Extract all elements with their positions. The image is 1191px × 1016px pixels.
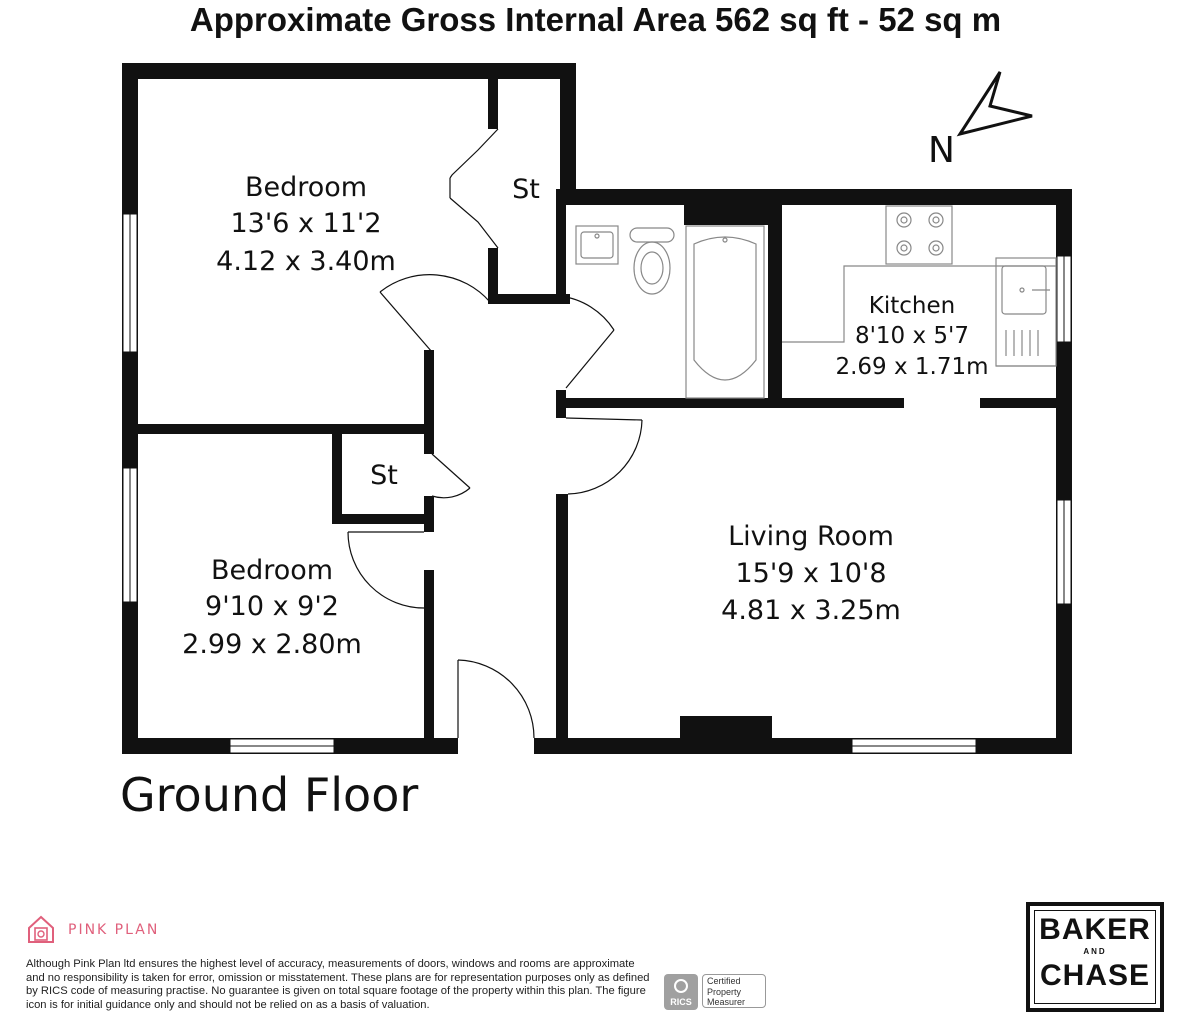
bedroom2-metric: 2.99 x 2.80m: [182, 629, 362, 660]
bedroom1-metric: 4.12 x 3.40m: [216, 246, 396, 277]
store2-name: St: [370, 460, 398, 491]
store1-name: St: [512, 174, 540, 205]
agent-logo-and: AND: [1083, 947, 1107, 956]
rics-text-line: Measurer: [707, 997, 746, 1007]
living-imperial: 15'9 x 10'8: [735, 558, 887, 589]
compass-label: N: [928, 130, 955, 171]
rics-text-line: Property: [707, 986, 742, 997]
pink-plan-brand: PINK PLAN: [68, 922, 160, 938]
bedroom2-imperial: 9'10 x 9'2: [205, 591, 339, 622]
disclaimer-text: Although Pink Plan ltd ensures the highest level of accuracy, measurements of doors, windows and rooms are approximate and no responsibility is taken for error, omission or misstatement. These plans are for representation purposes only as defined by RICS code of measuring practise. No guarantee is given on total square footage of the property within this plan. The figure icon is for initial guidance only and should not be relied on as a basis of valuation.: [26, 958, 650, 1011]
rics-text-line: Certified: [707, 976, 741, 986]
kitchen-metric: 2.69 x 1.71m: [835, 354, 989, 380]
agent-logo: [1026, 902, 1164, 1012]
kitchen-imperial: 8'10 x 5'7: [854, 323, 970, 349]
living-name: Living Room: [728, 521, 894, 552]
living-metric: 4.81 x 3.25m: [721, 595, 901, 626]
bedroom1-imperial: 13'6 x 11'2: [230, 208, 382, 239]
agent-logo-top: BAKER: [1039, 913, 1151, 946]
pink-plan-logo-icon: [26, 914, 56, 944]
area-title: Approximate Gross Internal Area 562 sq ft - 52 sq m: [189, 1, 1002, 38]
bedroom2-name: Bedroom: [210, 555, 334, 586]
north-arrow-icon: [960, 72, 1032, 134]
bedroom1-name: Bedroom: [244, 172, 368, 203]
rics-text: [702, 974, 766, 1008]
rics-certification: [664, 974, 768, 1010]
rics-badge-label: RICS: [670, 997, 692, 1007]
rics-badge-icon: [664, 974, 698, 1010]
bathroom-fixtures: [576, 226, 764, 398]
agent-logo-bottom: CHASE: [1039, 959, 1150, 992]
kitchen-name: Kitchen: [868, 293, 956, 319]
floor-label: Ground Floor: [120, 768, 419, 822]
